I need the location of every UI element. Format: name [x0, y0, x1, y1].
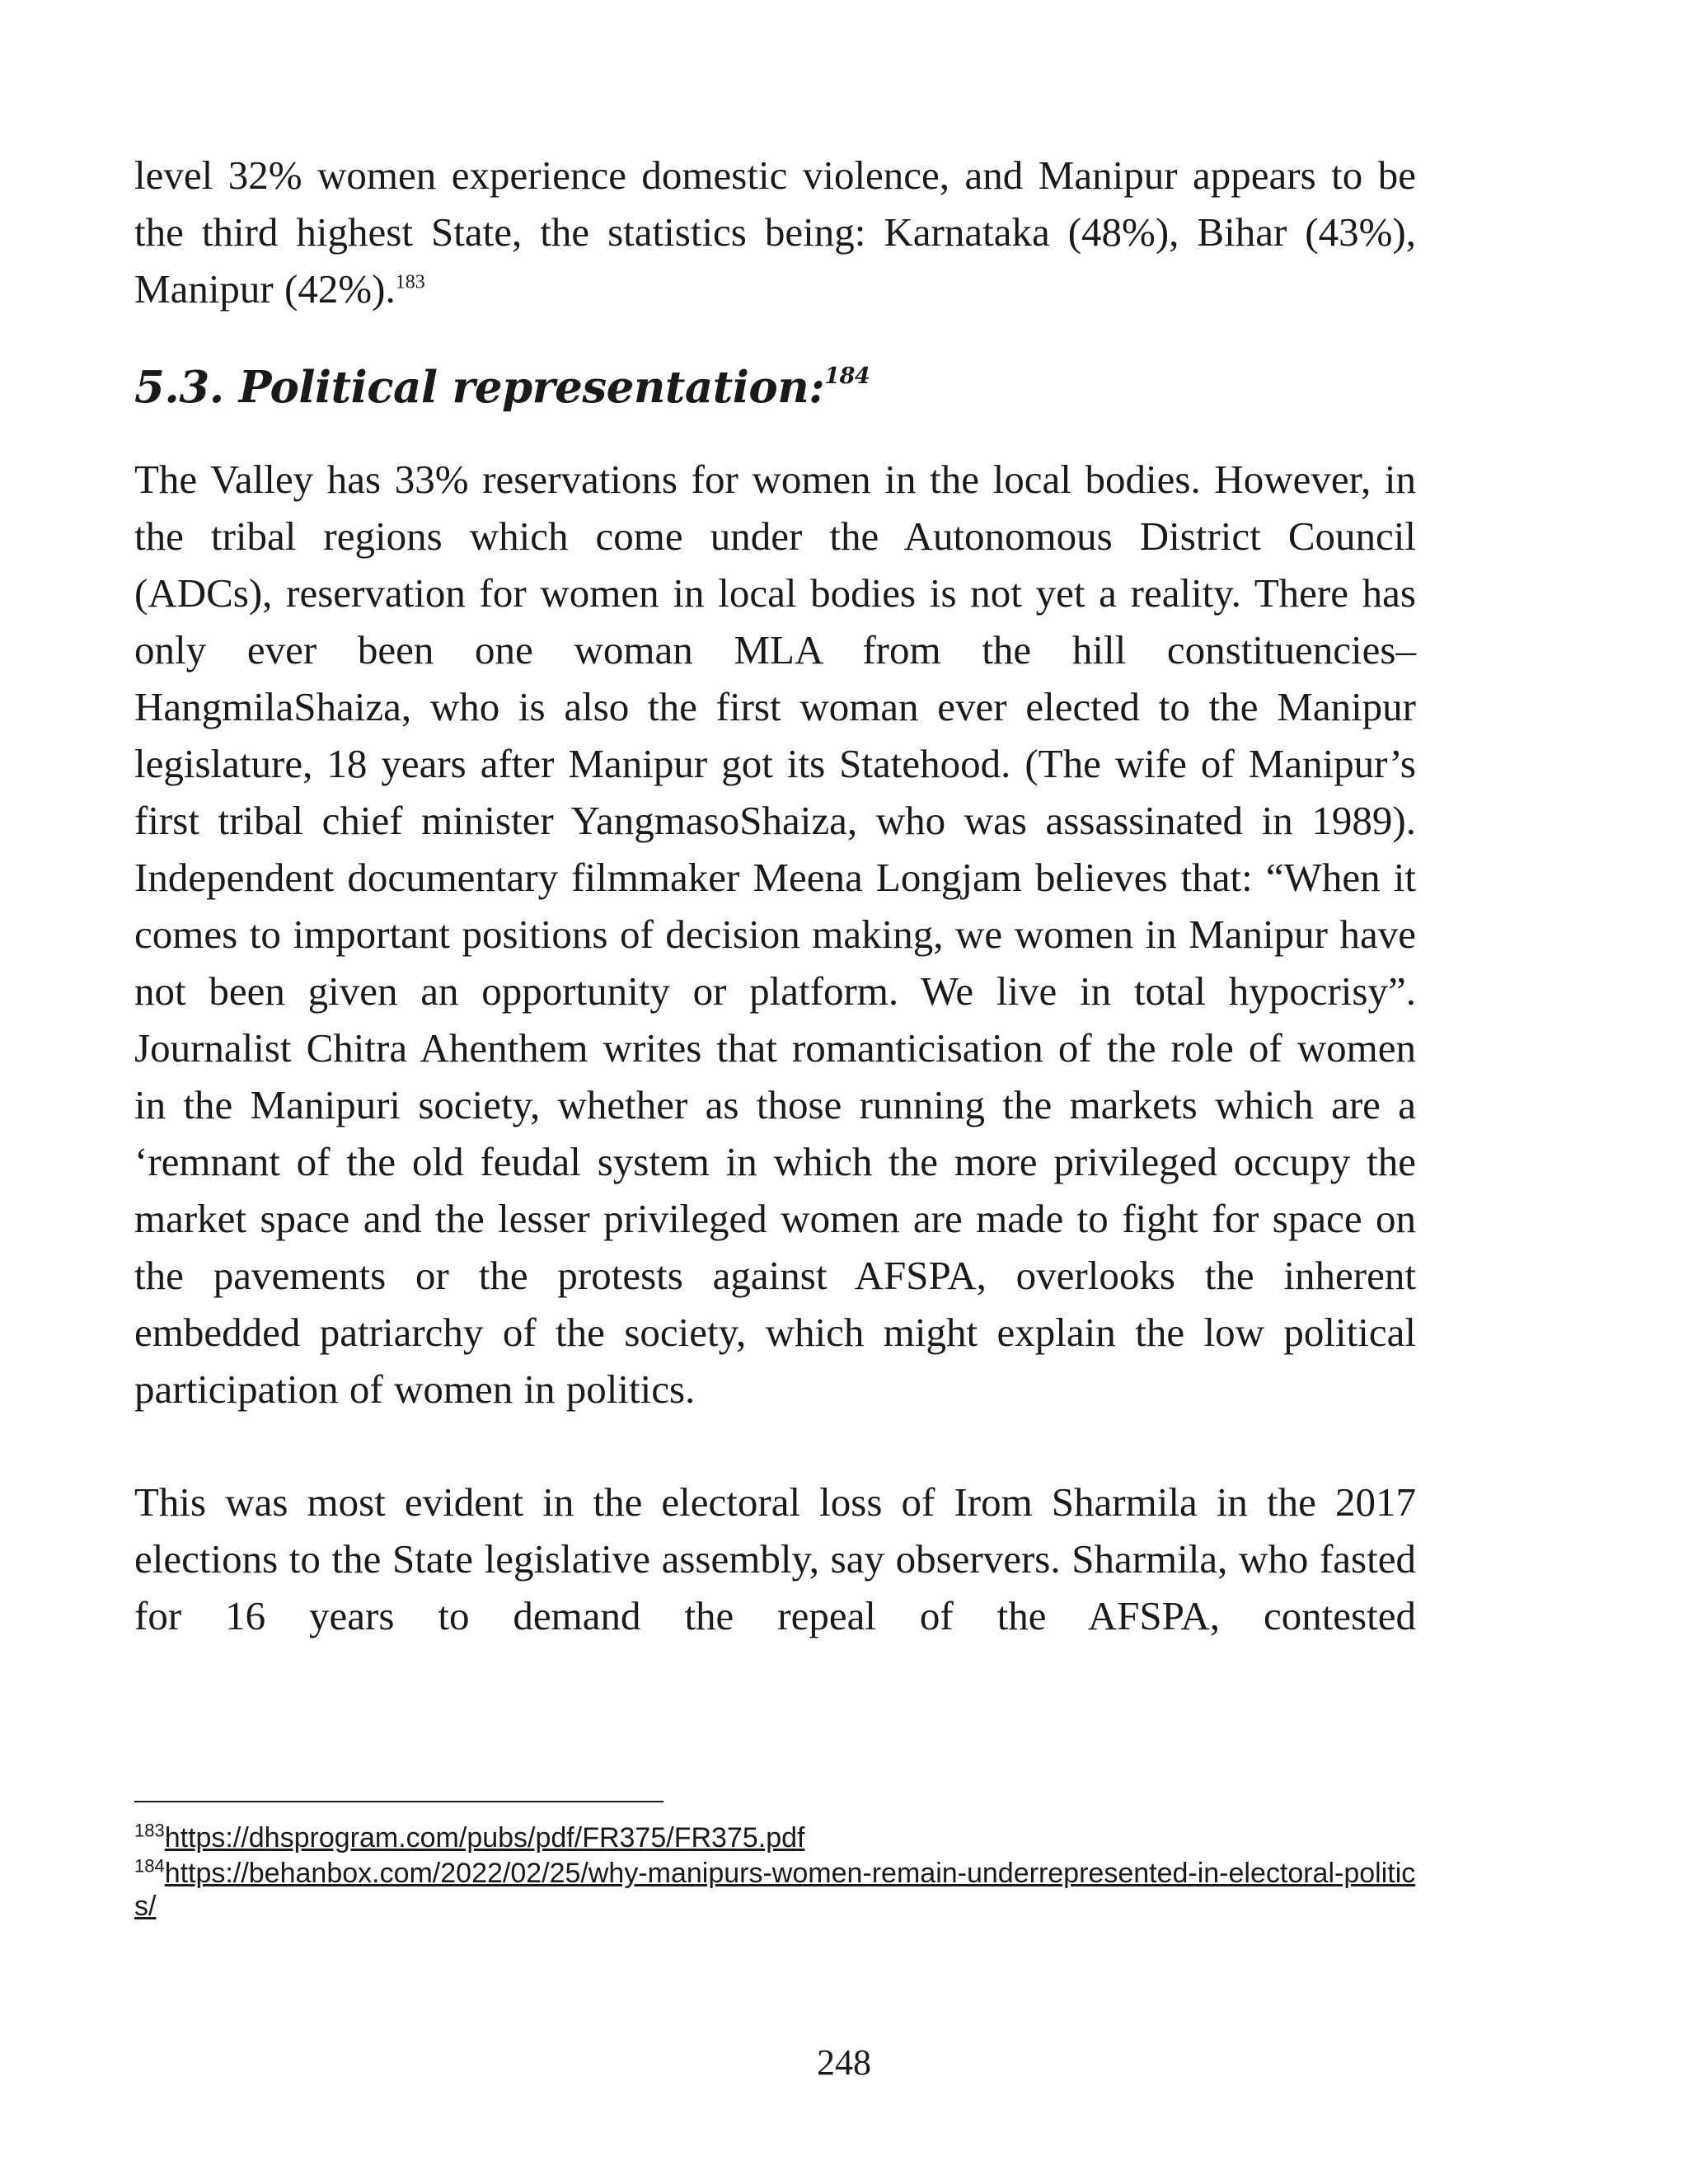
section-heading-text: 5.3. Political representation:	[134, 362, 825, 413]
footnote-divider	[134, 1801, 663, 1802]
page-number: 248	[817, 2042, 871, 2083]
page-body	[134, 147, 1416, 1644]
footnote-ref-183[interactable]: 183	[395, 271, 425, 293]
intro-paragraph-text: level 32% women experience domestic violence, and Manipur appears to be the third highest State, the statistics being: Karnataka (48%), Bihar (43%), Manipur (42%).	[134, 152, 1416, 312]
section-heading	[134, 359, 1416, 416]
footnote-link[interactable]: https://behanbox.com/2022/02/25/why-manipurs-women-remain-underrepresented-in-electoral-politics/	[134, 1858, 1416, 1922]
paragraph-sharmila: This was most evident in the electoral loss of Irom Sharmila in the 2017 elections to the State legislative assembly, say observers. Sharmila, who fasted for 16 years to demand the repeal of the AFSPA, contested	[134, 1479, 1416, 1638]
footnote-ref-184[interactable]: 184	[824, 363, 870, 390]
paragraph-political-representation: The Valley has 33% reservations for women in the local bodies. However, in the tribal regions which come under the Autonomous District Council (ADCs), reservation for women in local bodies is not yet a reality. There has only ever been one woman MLA from the hill constituencies– HangmilaShaiza, who is also the first woman ever elected to the Manipur legislature, 18 years after Manipur got its Statehood. (The wife of Manipur’s first tribal chief minister YangmasoShaiza, who was assassinated in 1989). Independent documentary filmmaker Meena Longjam believes that: “When it comes to important positions of decision making, we women in Manipur have not been given an opportunity or platform. We live in total hypocrisy”. Journalist Chitra Ahenthem writes that romanticisation of the role of women in the Manipuri society, whether as those running the markets which are a ‘remnant of the old feudal system in which the more privileged occupy the market space and the lesser privileged women are made to fight for space on the pavements or the protests against AFSPA, overlooks the inherent embedded patriarchy of the society, which might explain the low political participation of women in politics.	[134, 457, 1416, 1412]
footnote-number: 183	[134, 1820, 165, 1841]
footnote-184	[134, 1857, 1416, 1923]
footnote-link[interactable]: https://dhsprogram.com/pubs/pdf/FR375/FR375.pdf	[164, 1822, 805, 1854]
intro-paragraph	[134, 147, 1416, 317]
footnote-number: 184	[134, 1855, 165, 1877]
footnote-183	[134, 1821, 1416, 1854]
footnotes	[134, 1821, 1416, 1925]
